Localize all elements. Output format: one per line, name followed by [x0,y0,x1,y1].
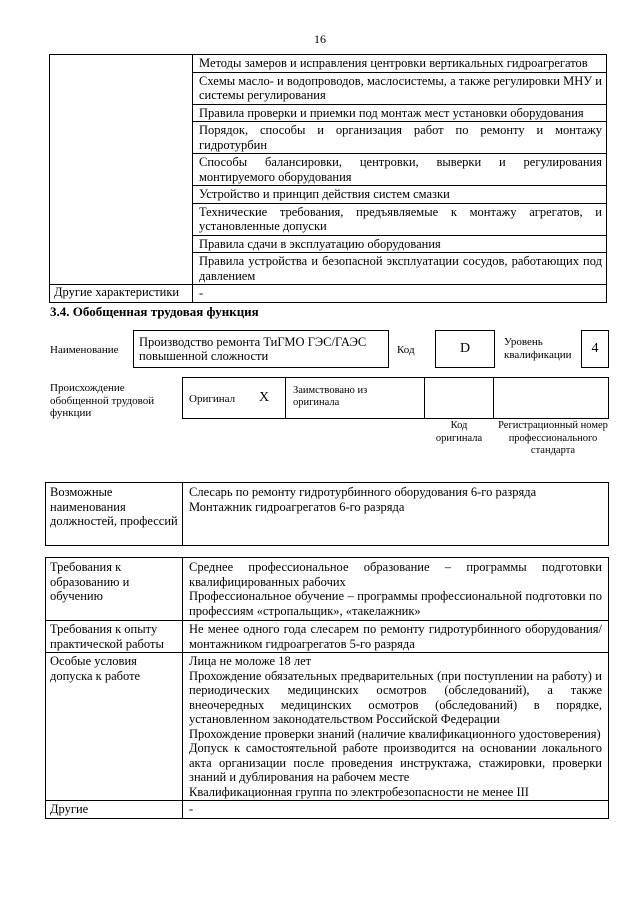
origin-label: Происхождение обобщенной трудовой функции [50,382,155,419]
other-characteristics-label: Другие характеристики [50,285,193,303]
knowledge-item: Порядок, способы и организация работ по ремонту и монтажу гидротурбин [193,122,607,154]
page-number: 16 [314,32,326,46]
requirement-value [183,653,609,801]
requirement-paragraph: Среднее профессиональное образование – программы подготовки квалифицированных рабочих [189,560,602,589]
requirement-label: Требования к опыту практической работы [46,621,183,653]
positions-label: Возможные наименования должностей, профессий [46,483,183,546]
knowledge-item: Правила сдачи в эксплуатацию оборудования [193,235,607,253]
requirement-paragraph: Квалификационная группа по электробезопасности не менее III [189,784,529,799]
knowledge-item: Технические требования, предъявляемые к монтажу агрегатов, и установленные допуски [193,203,607,235]
positions-table [45,482,609,546]
knowledge-label-cell [50,55,193,285]
level-label: Уровень квалификации [504,336,572,361]
requirement-value [183,801,609,819]
positions-values [183,483,609,546]
name-label: Наименование [50,344,119,356]
other-characteristics-value: - [193,285,607,303]
requirement-paragraph: Профессиональное обучение – программы профессиональной подготовки по профессиям «стропальщик», «такелажник» [189,589,602,618]
knowledge-item: Правила проверки и приемки под монтаж мест установки оборудования [193,104,607,122]
function-code-box: D [435,330,495,368]
knowledge-item: Схемы масло- и водопроводов, маслосистемы, а также регулировки МНУ и системы регулирования [193,72,607,104]
requirement-value [183,621,609,653]
requirement-paragraph: Прохождение проверки знаний (наличие квалификационного удостоверения) [189,726,601,741]
knowledge-item: Устройство и принцип действия систем смазки [193,186,607,204]
requirement-label: Особые условия допуска к работе [46,653,183,801]
reg-number-box [493,377,609,419]
level-value-box: 4 [581,330,609,368]
requirement-paragraph: Не менее одного года слесарем по ремонту гидротурбинного оборудования/ монтажником гидроагрегатов 5-го разряда [189,622,602,651]
origin-code-box [424,377,494,419]
requirement-label: Другие [46,801,183,819]
reg-number-caption: Регистрационный номер профессионального стандарта [498,420,608,456]
position-item: Слесарь по ремонту гидротурбинного оборудования 6-го разряда [189,485,537,499]
original-box [182,377,286,419]
function-name-box: Производство ремонта ТиГМО ГЭС/ГАЭС повышенной сложности [133,330,389,368]
borrowed-box [285,377,425,419]
code-label: Код [397,344,415,356]
requirement-paragraph: - [189,802,194,816]
original-mark: X [259,390,270,405]
requirements-table [45,557,609,819]
knowledge-item: Правила устройства и безопасной эксплуатации сосудов, работающих под давлением [193,253,607,285]
original-label: Оригинал [189,393,236,405]
requirement-paragraph: Лица не моложе 18 лет [189,654,312,668]
knowledge-item: Методы замеров и исправления центровки вертикальных гидроагрегатов [193,55,607,73]
knowledge-item: Способы балансировки, центровки, выверки и регулирования монтируемого оборудования [193,154,607,186]
borrowed-label: Заимствовано из оригинала [293,385,368,408]
requirement-paragraph: Прохождение обязательных предварительных (при поступлении на работу) и периодических медицинских осмотров (обследований), а также внеочередных медицинских осмотров (обследований) в порядке, установленном законодательством Российской Федерации [189,668,602,726]
knowledge-table [49,54,607,303]
requirement-value [183,558,609,621]
section-title: 3.4. Обобщенная трудовая функция [50,304,259,319]
requirement-label: Требования к образованию и обучению [46,558,183,621]
requirement-paragraph: Допуск к самостоятельной работе производится на основании локального акта организации после проведения инструктажа, стажировки, проверки знаний и дублирования на рабочем месте [189,741,602,784]
origin-code-caption: Код оригинала [435,420,483,444]
position-item: Монтажник гидроагрегатов 6-го разряда [189,499,405,514]
